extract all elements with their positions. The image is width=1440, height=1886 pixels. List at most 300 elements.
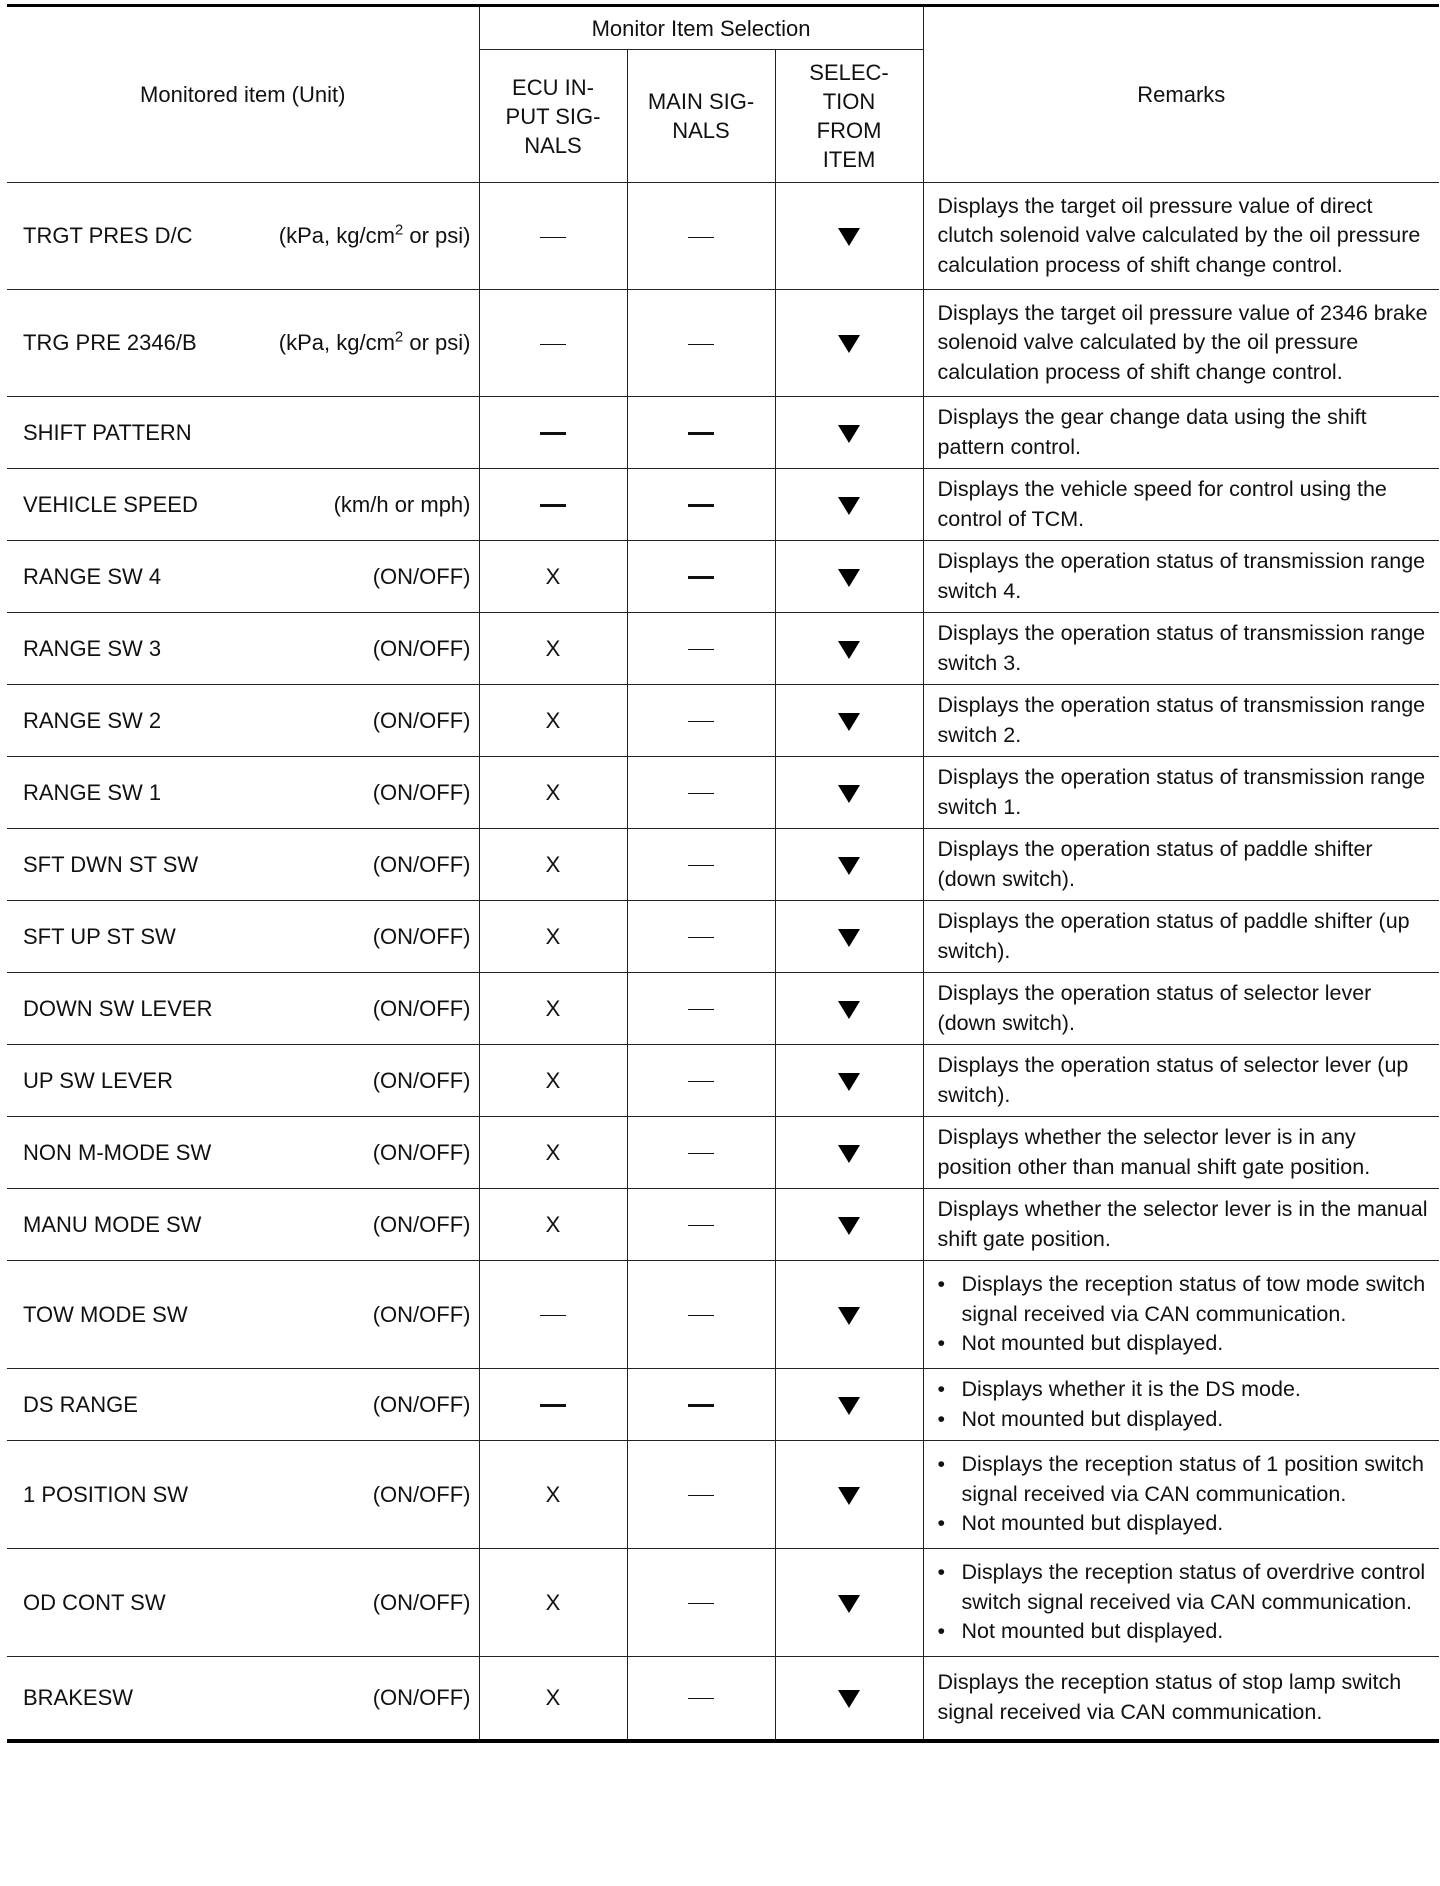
item-unit-text: (kPa, kg/cm (278, 330, 395, 355)
remark-text: Displays the operation status of transmission range switch 2. (937, 693, 1426, 747)
selection-mark-cell (775, 1261, 923, 1369)
remarks-cell (923, 469, 1439, 541)
dash-mark (688, 1603, 714, 1604)
item-name: NON M-MODE SW (23, 1139, 212, 1165)
monitored-item-line (23, 636, 471, 662)
monitored-item-cell (7, 397, 479, 469)
monitored-item-cell (7, 1117, 479, 1189)
triangle-down-icon (838, 497, 860, 515)
triangle-down-icon (838, 857, 860, 875)
monitored-item-cell (7, 829, 479, 901)
monitored-item-line (23, 1392, 471, 1418)
remarks-cell (923, 613, 1439, 685)
dash-mark (688, 237, 714, 238)
table-row (7, 1117, 1439, 1189)
table-row (7, 973, 1439, 1045)
dash-mark (688, 1698, 714, 1699)
table-row (7, 757, 1439, 829)
dash-mark (688, 576, 714, 579)
main-signal-mark-cell (627, 1189, 775, 1261)
remark-text: Not mounted but displayed. (961, 1331, 1224, 1356)
selection-mark-cell (775, 1189, 923, 1261)
ecu-input-mark: X (545, 563, 561, 589)
dash-mark (540, 504, 566, 507)
selection-mark-cell (775, 397, 923, 469)
header-ecu-line: NALS (524, 132, 582, 158)
item-name: 1 POSITION SW (23, 1481, 189, 1507)
table-row (7, 469, 1439, 541)
monitored-item-line (23, 996, 471, 1022)
main-signal-mark-cell (627, 397, 775, 469)
monitored-item-cell (7, 757, 479, 829)
monitored-item-line (23, 1590, 471, 1616)
triangle-down-icon (838, 1595, 860, 1613)
remark-bullet (938, 1558, 1430, 1617)
dash-mark (540, 237, 566, 238)
monitored-item-cell (7, 1261, 479, 1369)
dash-mark (540, 1315, 566, 1316)
selection-mark-cell (775, 1369, 923, 1441)
header-remarks: Remarks (923, 6, 1439, 183)
header-main-line: MAIN SIG- (647, 89, 755, 114)
triangle-down-icon (838, 569, 860, 587)
triangle-down-icon (838, 1397, 860, 1415)
dash-mark (688, 649, 714, 650)
main-signal-mark-cell (627, 613, 775, 685)
dash-mark (688, 1081, 714, 1082)
item-name: VEHICLE SPEED (23, 491, 198, 517)
dash-mark (688, 865, 714, 866)
main-signal-mark-cell (627, 901, 775, 973)
ecu-input-mark: X (545, 1684, 561, 1710)
triangle-down-icon (838, 641, 860, 659)
header-monitor-item-selection: Monitor Item Selection (479, 6, 923, 50)
table-body (7, 183, 1439, 1741)
remark-text: Displays the operation status of transmission range switch 4. (937, 549, 1426, 603)
main-signal-mark-cell (627, 1369, 775, 1441)
table-row (7, 290, 1439, 397)
triangle-down-icon (838, 1307, 860, 1325)
dash-mark (688, 721, 714, 722)
table-row (7, 901, 1439, 973)
item-unit-text: (ON/OFF) (372, 923, 471, 949)
remark-text: Displays whether the selector lever is in the manual shift gate position. (937, 1197, 1428, 1251)
item-unit-superscript: 2 (394, 328, 404, 346)
remark-text: Displays the gear change data using the shift pattern control. (937, 405, 1367, 459)
remarks-cell (923, 1045, 1439, 1117)
ecu-input-mark-cell (479, 901, 627, 973)
bullet-icon: • (937, 1331, 946, 1356)
bullet-icon: • (937, 1377, 946, 1401)
selection-mark-cell (775, 1549, 923, 1657)
remarks-cell (923, 1369, 1439, 1441)
table-row (7, 1261, 1439, 1369)
remarks-cell (923, 397, 1439, 469)
ecu-input-mark-cell (479, 1657, 627, 1741)
monitored-item-cell (7, 973, 479, 1045)
monitored-item-cell (7, 613, 479, 685)
item-unit (373, 780, 471, 806)
table-row (7, 829, 1439, 901)
item-unit-text: (ON/OFF) (372, 1211, 471, 1237)
selection-mark-cell (775, 1441, 923, 1549)
main-signal-mark-cell (627, 973, 775, 1045)
item-unit (334, 492, 471, 518)
selection-mark-cell (775, 541, 923, 613)
triangle-down-icon (838, 425, 860, 443)
item-name: RANGE SW 2 (23, 707, 162, 733)
monitored-item-line (23, 852, 471, 878)
item-unit (279, 330, 471, 356)
remark-text: Not mounted but displayed. (961, 1619, 1224, 1644)
item-name: BRAKESW (23, 1684, 134, 1710)
triangle-down-icon (838, 713, 860, 731)
selection-mark-cell (775, 757, 923, 829)
remarks-cell (923, 1117, 1439, 1189)
main-signal-mark-cell (627, 685, 775, 757)
ecu-input-mark: X (545, 779, 561, 805)
item-unit (373, 1482, 471, 1508)
monitored-item-cell (7, 183, 479, 290)
ecu-input-mark-cell (479, 541, 627, 613)
main-signal-mark-cell (627, 290, 775, 397)
header-selection-line: ITEM (822, 147, 876, 172)
dash-mark (688, 1009, 714, 1010)
monitored-item-cell (7, 901, 479, 973)
main-signal-mark-cell (627, 1441, 775, 1549)
triangle-down-icon (838, 1001, 860, 1019)
monitored-item-line (23, 564, 471, 590)
header-main-signals (627, 50, 775, 183)
dash-mark (540, 1404, 566, 1407)
table-row (7, 183, 1439, 290)
remarks-cell (923, 829, 1439, 901)
remark-text: Displays the vehicle speed for control using the control of TCM. (937, 477, 1387, 531)
remark-bullet (938, 1450, 1430, 1509)
remarks-cell (923, 1657, 1439, 1741)
item-unit (373, 636, 471, 662)
item-name: TRG PRE 2346/B (23, 330, 197, 355)
bullet-icon: • (937, 1560, 946, 1585)
table-row (7, 613, 1439, 685)
ecu-input-mark-cell (479, 1549, 627, 1657)
ecu-input-mark-cell (479, 469, 627, 541)
monitored-item-cell (7, 685, 479, 757)
remark-bullet (938, 1617, 1430, 1647)
ecu-input-mark-cell (479, 290, 627, 397)
remark-text: Displays the operation status of transmission range switch 1. (937, 765, 1426, 819)
monitored-item-cell (7, 469, 479, 541)
ecu-input-mark: X (545, 1211, 561, 1237)
ecu-input-mark-cell (479, 1117, 627, 1189)
item-name: OD CONT SW (23, 1589, 166, 1615)
item-unit-text: (ON/OFF) (372, 635, 471, 661)
ecu-input-mark: X (545, 1589, 561, 1615)
item-name: DOWN SW LEVER (23, 995, 213, 1021)
ecu-input-mark-cell (479, 973, 627, 1045)
triangle-down-icon (838, 1487, 860, 1505)
remarks-cell (923, 973, 1439, 1045)
remark-bullet (938, 1405, 1430, 1435)
item-unit (373, 1685, 471, 1711)
item-unit (373, 1140, 471, 1166)
dash-mark (688, 504, 714, 507)
ecu-input-mark: X (545, 635, 561, 661)
remarks-cell (923, 1549, 1439, 1657)
item-unit-superscript: 2 (394, 221, 404, 239)
item-unit (373, 1302, 471, 1328)
item-name: MANU MODE SW (23, 1211, 202, 1237)
remarks-cell (923, 757, 1439, 829)
selection-mark-cell (775, 901, 923, 973)
dash-mark (540, 432, 566, 435)
monitored-item-line (23, 1212, 471, 1238)
remark-text: Displays the reception status of 1 position switch signal received via CAN communication. (961, 1452, 1425, 1506)
main-signal-mark-cell (627, 1045, 775, 1117)
item-unit-text: (ON/OFF) (372, 1301, 471, 1327)
main-signal-mark-cell (627, 469, 775, 541)
item-unit-text: (ON/OFF) (372, 779, 471, 805)
item-unit-text: (ON/OFF) (372, 1684, 471, 1710)
monitored-item-line (23, 1302, 471, 1328)
monitored-item-line (23, 780, 471, 806)
monitored-item-line (23, 420, 471, 446)
item-unit-text: (ON/OFF) (372, 1139, 471, 1165)
ecu-input-mark: X (545, 995, 561, 1021)
remark-text: Displays the target oil pressure value of 2346 brake solenoid valve calculated by the oil pressure calculation process of shift change control. (937, 300, 1428, 384)
triangle-down-icon (838, 1217, 860, 1235)
header-selection-from-item (775, 50, 923, 183)
item-unit-text: (ON/OFF) (372, 1481, 471, 1507)
remarks-cell (923, 290, 1439, 397)
header-selection-line: FROM (816, 118, 882, 143)
triangle-down-icon (838, 228, 860, 246)
ecu-input-mark-cell (479, 183, 627, 290)
remark-text: Displays the reception status of stop lamp switch signal received via CAN communication. (937, 1670, 1402, 1724)
remark-bullet (938, 1329, 1430, 1359)
item-unit-text: (km/h or mph) (333, 491, 471, 517)
monitor-item-table (7, 4, 1439, 1743)
remarks-cell (923, 183, 1439, 290)
remark-text: Not mounted but displayed. (961, 1406, 1224, 1431)
dash-mark (688, 1315, 714, 1316)
ecu-input-mark-cell (479, 1441, 627, 1549)
selection-mark-cell (775, 469, 923, 541)
dash-mark (688, 432, 714, 435)
item-unit (373, 564, 471, 590)
dash-mark (688, 793, 714, 794)
ecu-input-mark: X (545, 1139, 561, 1165)
header-monitored-item: Monitored item (Unit) (7, 6, 479, 183)
monitored-item-line (23, 492, 471, 518)
item-unit (373, 852, 471, 878)
remark-text: Displays the reception status of overdrive control switch signal received via CAN communication. (961, 1560, 1426, 1614)
remark-text: Displays the reception status of tow mode switch signal received via CAN communication. (961, 1272, 1426, 1326)
main-signal-mark-cell (627, 757, 775, 829)
remark-text: Displays the target oil pressure value of direct clutch solenoid valve calculated by the oil pressure calculation process of shift change control. (937, 193, 1421, 277)
item-unit (279, 223, 471, 249)
monitored-item-cell (7, 541, 479, 613)
dash-mark (688, 937, 714, 938)
bullet-icon: • (937, 1406, 946, 1431)
selection-mark-cell (775, 613, 923, 685)
dash-mark (688, 1225, 714, 1226)
table-row (7, 1657, 1439, 1741)
dash-mark (540, 344, 566, 345)
ecu-input-mark-cell (479, 1261, 627, 1369)
bullet-icon: • (937, 1272, 946, 1297)
remark-text: Displays the operation status of selector lever (up switch). (937, 1053, 1409, 1107)
item-unit-text: (ON/OFF) (372, 1067, 471, 1093)
triangle-down-icon (838, 1145, 860, 1163)
header-selection-line: TION (822, 89, 876, 114)
monitored-item-cell (7, 1189, 479, 1261)
ecu-input-mark-cell (479, 1045, 627, 1117)
monitored-item-cell (7, 1657, 479, 1741)
selection-mark-cell (775, 290, 923, 397)
selection-mark-cell (775, 685, 923, 757)
main-signal-mark-cell (627, 1117, 775, 1189)
monitored-item-line (23, 1068, 471, 1094)
bullet-icon: • (937, 1511, 946, 1536)
main-signal-mark-cell (627, 541, 775, 613)
ecu-input-mark-cell (479, 1369, 627, 1441)
table-row (7, 1189, 1439, 1261)
ecu-input-mark-cell (479, 757, 627, 829)
bullet-icon: • (937, 1452, 946, 1477)
monitored-item-line (23, 330, 471, 356)
item-name: SFT UP ST SW (23, 923, 176, 949)
monitored-item-line (23, 1685, 471, 1711)
item-unit-suffix: or psi) (403, 223, 471, 248)
item-unit-text: (ON/OFF) (372, 995, 471, 1021)
triangle-down-icon (838, 1073, 860, 1091)
item-unit (373, 1212, 471, 1238)
header-main-line: NALS (672, 118, 730, 143)
ecu-input-mark: X (545, 851, 561, 877)
remark-bullet (938, 1509, 1430, 1539)
selection-mark-cell (775, 829, 923, 901)
ecu-input-mark: X (545, 1067, 561, 1093)
selection-mark-cell (775, 1117, 923, 1189)
remark-text: Not mounted but displayed. (961, 1511, 1224, 1536)
monitored-item-cell (7, 1549, 479, 1657)
remarks-cell (923, 1189, 1439, 1261)
item-name: SFT DWN ST SW (23, 851, 199, 877)
remark-text: Displays whether the selector lever is in any position other than manual shift gate position. (937, 1125, 1371, 1179)
item-name: RANGE SW 1 (23, 779, 162, 805)
remark-text: Displays the operation status of paddle shifter (down switch). (937, 837, 1373, 891)
table-row (7, 397, 1439, 469)
remarks-cell (923, 901, 1439, 973)
item-unit-text: (ON/OFF) (372, 851, 471, 877)
selection-mark-cell (775, 1045, 923, 1117)
item-name: UP SW LEVER (23, 1067, 173, 1093)
header-selection-line: SELEC- (809, 60, 889, 85)
selection-mark-cell (775, 183, 923, 290)
ecu-input-mark: X (545, 1481, 561, 1507)
monitored-item-cell (7, 1369, 479, 1441)
monitored-item-cell (7, 1045, 479, 1117)
selection-mark-cell (775, 973, 923, 1045)
ecu-input-mark-cell (479, 613, 627, 685)
item-name: DS RANGE (23, 1391, 138, 1417)
item-unit-suffix: or psi) (403, 330, 471, 355)
item-name: TRGT PRES D/C (23, 223, 193, 248)
item-name: RANGE SW 3 (23, 635, 162, 661)
item-name: TOW MODE SW (23, 1301, 188, 1327)
triangle-down-icon (838, 929, 860, 947)
remark-text: Displays the operation status of selector lever (down switch). (937, 981, 1372, 1035)
table-row (7, 1549, 1439, 1657)
ecu-input-mark: X (545, 707, 561, 733)
item-name: RANGE SW 4 (23, 563, 162, 589)
ecu-input-mark-cell (479, 1189, 627, 1261)
main-signal-mark-cell (627, 1549, 775, 1657)
remark-bullet (938, 1375, 1430, 1405)
ecu-input-mark-cell (479, 685, 627, 757)
monitored-item-line (23, 1140, 471, 1166)
triangle-down-icon (838, 785, 860, 803)
ecu-input-mark: X (545, 923, 561, 949)
item-unit (373, 1590, 471, 1616)
remarks-cell (923, 685, 1439, 757)
bullet-icon: • (937, 1619, 946, 1644)
triangle-down-icon (838, 1690, 860, 1708)
table-row (7, 1045, 1439, 1117)
remark-text: Displays the operation status of paddle shifter (up switch). (937, 909, 1410, 963)
remark-text: Displays whether it is the DS mode. (961, 1377, 1301, 1401)
item-unit (373, 924, 471, 950)
triangle-down-icon (838, 335, 860, 353)
dash-mark (688, 1495, 714, 1496)
item-unit (373, 1068, 471, 1094)
item-unit (373, 996, 471, 1022)
item-unit-text: (ON/OFF) (372, 707, 471, 733)
remark-bullet (938, 1270, 1430, 1329)
item-unit-text: (ON/OFF) (372, 1589, 471, 1615)
monitored-item-cell (7, 290, 479, 397)
table-row (7, 685, 1439, 757)
remark-text: Displays the operation status of transmission range switch 3. (937, 621, 1426, 675)
selection-mark-cell (775, 1657, 923, 1741)
dash-mark (688, 344, 714, 345)
header-ecu-line: PUT SIG- (505, 103, 601, 129)
header-ecu-line: ECU IN- (512, 74, 594, 100)
item-unit (373, 1392, 471, 1418)
item-unit-text: (ON/OFF) (372, 1391, 471, 1417)
ecu-input-mark-cell (479, 397, 627, 469)
monitored-item-line (23, 223, 471, 249)
dash-mark (688, 1404, 714, 1407)
dash-mark (688, 1153, 714, 1154)
remarks-cell (923, 1261, 1439, 1369)
table-row (7, 1441, 1439, 1549)
ecu-input-mark-cell (479, 829, 627, 901)
table-row (7, 541, 1439, 613)
item-unit (373, 708, 471, 734)
monitored-item-line (23, 924, 471, 950)
main-signal-mark-cell (627, 829, 775, 901)
item-name: SHIFT PATTERN (23, 419, 192, 445)
main-signal-mark-cell (627, 183, 775, 290)
table-row (7, 1369, 1439, 1441)
monitored-item-line (23, 708, 471, 734)
monitored-item-line (23, 1482, 471, 1508)
remarks-cell (923, 541, 1439, 613)
item-unit-text: (kPa, kg/cm (278, 223, 395, 248)
remarks-cell (923, 1441, 1439, 1549)
